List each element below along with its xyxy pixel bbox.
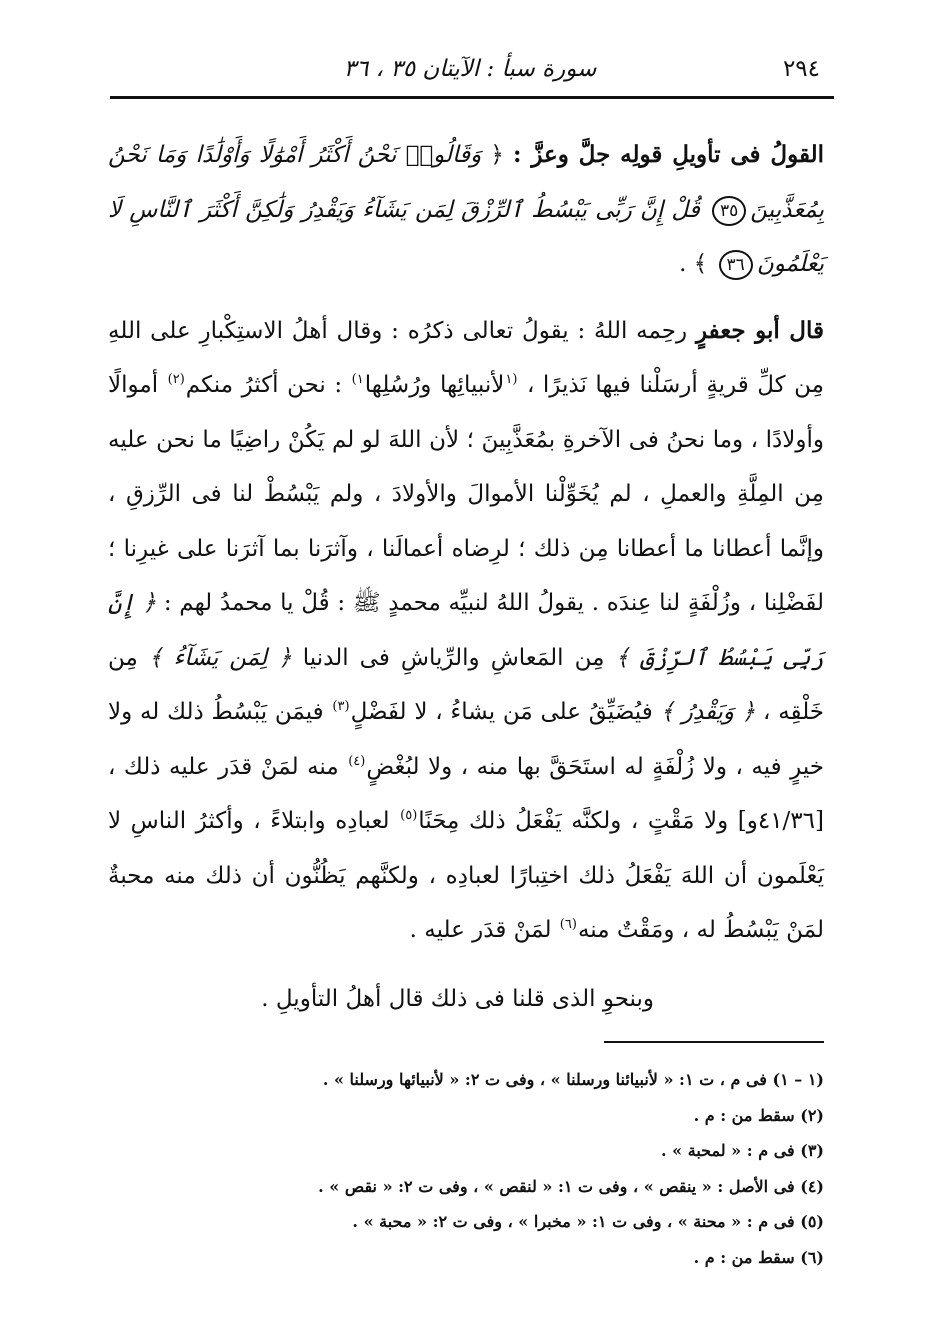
commentary-text-10: لعبادِه وابتلاءً ، وأكثرُ الناسِ لا يَعْلَمون أن اللهَ يَفْعَلُ ذلك اختِبارًا لعبادِه ، ولكنَّهم يَظُنُّون أن ذلك منه محبةٌ لمَنْ يَبْسُطُ له ، ومَقْتٌ منه bbox=[108, 808, 824, 943]
quran-quote-2: ﴿ لِمَن يَشَآءُ ﴾ bbox=[148, 644, 292, 671]
quran-verse-36: قُلْ إِنَّ رَبِّى يَبْسُطُ ٱلرِّزْقَ لِمَن يَشَآءُ وَيَقْدِرُ وَلَٰكِنَّ أَكْثَرَ ٱلنَّاسِ لَا يَعْلَمُونَ bbox=[108, 196, 824, 277]
section-lead: القولُ فى تأويلِ قولِه جلَّ وعزَّ : bbox=[512, 141, 825, 168]
footnote-ref-4: (٤) bbox=[348, 753, 366, 769]
commentary-text-11: لمَنْ قدَر عليه . bbox=[409, 917, 552, 943]
footnote-1: (١ – ١) فى م ، ت ١: « لأنبيائنا ورسلنا » ، وفى ت ٢: « لأنبيائها ورسلنا » . bbox=[322, 1070, 824, 1089]
quran-quote-1: ﴿ إِنَّ رَبِّى يَبْسُطُ ٱلرِّزْقَ ﴾ bbox=[108, 590, 825, 671]
commentary-text-3: : نحن أكثرُ منكم bbox=[185, 372, 343, 398]
commentary-text-8: فيمَن يَبْسُطُ ذلك له ولا خيرٍ فيه ، ولا زُلْفَةٍ له استَحَقَّ بها منه ، ولا لبُغْضٍ bbox=[108, 699, 824, 780]
footnote-ref-1-start: (١ bbox=[505, 372, 518, 388]
commentary-text-5: مِن المَعاشِ والرِّياشِ فى الدنيا bbox=[302, 644, 605, 671]
ayah-marker-36: ٣٦ bbox=[719, 250, 753, 280]
commentary-text-6: مِن خَلْقِه ، bbox=[108, 644, 825, 725]
footnote-4: (٤) فى الأصل : « ينقص » ، وفى ت ١: « لنقص » ، وفى ت ٢: « نقص » . bbox=[318, 1176, 824, 1196]
commentary-text-1: رحِمه اللهُ : يقولُ تعالى ذكرُه : وقال أهلُ الاستِكْبارِ على اللهِ مِن كلِّ قريةٍ أرسَلْنا فيها نَذيرًا ، bbox=[108, 317, 824, 398]
page-number: ٢٩٤ bbox=[782, 56, 820, 82]
footnote-3: (٣) فى م : « لمحبة » . bbox=[661, 1141, 824, 1160]
running-title: سورة سبأ : الآيتان ٣٥ ، ٣٦ bbox=[343, 56, 597, 82]
footnote-ref-1-end: ١) bbox=[351, 372, 364, 388]
page-header bbox=[112, 48, 828, 92]
footnote-6: (٦) سقط من : م . bbox=[693, 1247, 824, 1267]
author-lead: قال أبو جعفرٍ bbox=[695, 316, 825, 344]
commentary-text-2: لأنبيائِها ورُسُلِها bbox=[364, 372, 505, 398]
footnote-ref-6: (٦) bbox=[559, 917, 577, 933]
commentary-text-9: منه لمَنْ قدَر عليه ذلك ، [٤١/٣٦و] ولا مَقْتٍ ، ولكنَّه يَفْعَلُ ذلك مِحَنًا bbox=[108, 753, 824, 834]
quran-close-bracket: ﴾ . bbox=[679, 251, 708, 277]
footnote-ref-3: (٣) bbox=[332, 699, 350, 715]
closing-line: وبنحوِ الذى قلنا فى ذلك قال أهلُ التأويلِ . bbox=[261, 985, 654, 1012]
header-rule bbox=[110, 96, 834, 99]
ayah-marker-35: ٣٥ bbox=[712, 196, 746, 226]
quran-open-bracket: ﴿ bbox=[490, 142, 504, 168]
quran-verse-35: وَقَالُوا۟ نَحْنُ أَكْثَرُ أَمْوَٰلًا وَأَوْلَٰدًا وَمَا نَحْنُ بِمُعَذَّبِينَ bbox=[108, 142, 824, 223]
footnotes bbox=[150, 1062, 824, 1275]
footnote-5: (٥) فى م : « محنة » ، وفى ت ١: « مخبرا » ، وفى ت ٢: « محبة » . bbox=[352, 1212, 824, 1231]
footnote-2: (٢) سقط من : م . bbox=[693, 1105, 824, 1125]
footnote-ref-2: (٢) bbox=[167, 372, 185, 388]
main-text bbox=[108, 128, 824, 1026]
footnote-ref-5: (٥) bbox=[400, 808, 418, 824]
commentary-text-4: أموالًا وأولادًا ، وما نحنُ فى الآخرةِ بمُعَذَّبِينَ ؛ لأن اللهَ لو لم يَكُنْ راضِيًا ما نحن عليه مِن المِلَّةِ والعملِ ، لم يُخَوِّلْنا الأموالَ والأولادَ ، ولم يَبْسُطْ لنا فى الرِّزقِ ، وإنَّما أعطانا ما أعطانا مِن ذلك ؛ لرِضاه أعمالَنا ، وآثرَنا بما آثرَنا على غيرِنا ؛ لفَضْلِنا ، وزُلْفَةٍ لنا عِندَه . يقولُ اللهُ لنبيِّه محمدٍ ﷺ : قُلْ يا محمدُ لهم : bbox=[108, 372, 824, 616]
commentary-paragraph bbox=[108, 304, 824, 958]
section-heading-paragraph bbox=[108, 128, 824, 292]
commentary-text-7: فيُضَيِّقُ على مَن يشاءُ ، لا لفَضْلٍ bbox=[350, 699, 653, 725]
quran-quote-3: ﴿ وَيَقْدِرُ ﴾ bbox=[660, 699, 756, 725]
footnote-rule bbox=[604, 1041, 824, 1043]
